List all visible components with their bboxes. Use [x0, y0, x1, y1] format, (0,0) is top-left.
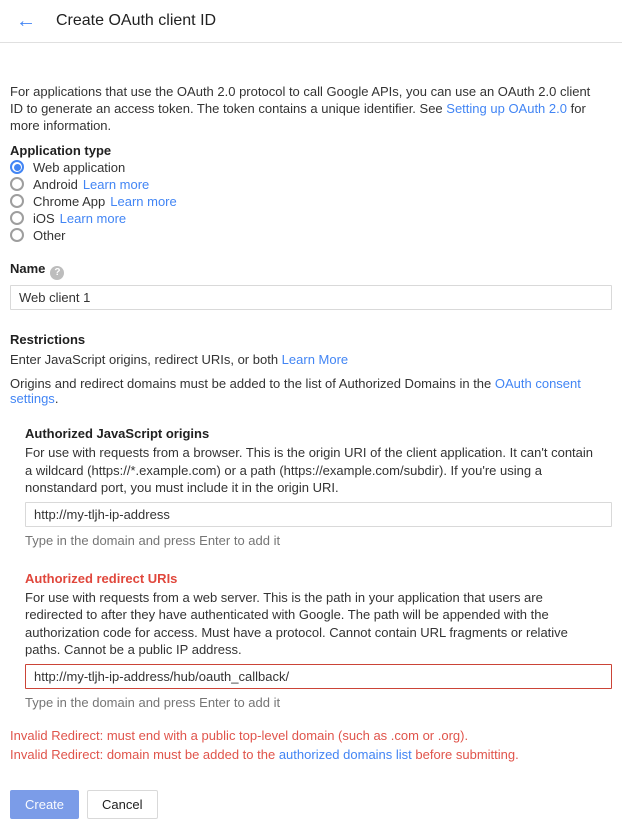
- radio-icon-android[interactable]: [10, 177, 24, 191]
- restrictions-heading: Restrictions: [10, 332, 86, 347]
- js-origins-helper-text: Type in the domain and press Enter to add it: [25, 532, 281, 548]
- intro-text-after: for more information.: [10, 101, 586, 133]
- authorized-js-origins-section: [25, 426, 612, 548]
- learn-more-link-chrome-app[interactable]: Learn more: [110, 193, 177, 209]
- radio-icon-chrome-app[interactable]: [10, 194, 24, 208]
- redirect-uris-description: For use with requests from a web server. This is the path in your application that users are redirected to after they have authenticated with Google. The path will be appended with the authorization code for access. Must have a protocol. Cannot contain URL fragments or relative paths. Cannot be a public IP address.: [25, 589, 568, 657]
- intro-paragraph: [10, 83, 602, 134]
- learn-more-link-android[interactable]: Learn more: [82, 176, 150, 192]
- restrictions-line1-text: Enter JavaScript origins, redirect URIs, or both: [10, 352, 282, 367]
- error-message-domain: [10, 745, 612, 764]
- radio-option-other[interactable]: [10, 227, 612, 243]
- oauth-consent-settings-link[interactable]: OAuth consent settings: [10, 376, 581, 406]
- redirect-uris-helper-text: Type in the domain and press Enter to add it: [25, 694, 281, 710]
- js-origins-input[interactable]: [25, 502, 612, 527]
- error-message-domain-text: Invalid Redirect: domain must be added to the: [10, 746, 279, 762]
- page-header: [0, 0, 622, 43]
- validation-errors: [10, 726, 612, 764]
- name-section: [10, 261, 612, 310]
- radio-label-android[interactable]: Android: [33, 176, 78, 192]
- radio-label-chrome-app[interactable]: Chrome App: [33, 193, 106, 209]
- page-title: Create OAuth client ID: [56, 12, 217, 29]
- restrictions-line1: [10, 352, 612, 367]
- name-input[interactable]: [10, 285, 612, 310]
- restrictions-line2: [10, 376, 612, 406]
- error-message-tld: Invalid Redirect: must end with a public top-level domain (such as .com or .org).: [10, 727, 469, 743]
- radio-option-web-application[interactable]: [10, 159, 612, 175]
- action-buttons: [10, 790, 612, 819]
- setting-up-oauth-link[interactable]: Setting up OAuth 2.0: [446, 101, 567, 116]
- radio-option-ios[interactable]: [10, 210, 612, 226]
- learn-more-link-ios[interactable]: Learn more: [59, 210, 127, 226]
- authorized-redirect-uris-section: [25, 571, 612, 710]
- authorized-domains-list-link[interactable]: authorized domains list: [278, 746, 412, 762]
- redirect-uris-input[interactable]: [25, 664, 612, 689]
- radio-icon-web-application[interactable]: [10, 160, 24, 174]
- radio-icon-other[interactable]: [10, 228, 24, 242]
- restrictions-section: [10, 332, 612, 406]
- application-type-label: Application type: [10, 143, 112, 158]
- error-message-domain-text-after: before submitting.: [411, 746, 519, 762]
- radio-label-ios[interactable]: iOS: [33, 210, 55, 226]
- radio-label-web-application[interactable]: Web application: [33, 159, 126, 175]
- name-label: Name: [10, 261, 46, 276]
- radio-label-other[interactable]: Other: [33, 227, 66, 243]
- learn-more-link-restrictions[interactable]: Learn More: [281, 352, 349, 367]
- restrictions-line2-text: Origins and redirect domains must be added to the list of Authorized Domains in the: [10, 376, 495, 391]
- back-arrow-icon[interactable]: ←: [16, 10, 36, 32]
- help-icon[interactable]: ?: [50, 266, 64, 280]
- radio-option-chrome-app[interactable]: [10, 193, 612, 209]
- intro-text: For applications that use the OAuth 2.0 protocol to call Google APIs, you can use an OAuth 2.0 client ID to generate an access token. The token contains a unique identifier. See: [10, 84, 591, 116]
- main-content: [0, 83, 622, 819]
- create-button[interactable]: Create: [10, 790, 79, 819]
- js-origins-heading: Authorized JavaScript origins: [25, 426, 210, 441]
- cancel-button[interactable]: Cancel: [87, 790, 157, 819]
- application-type-section: [10, 143, 612, 243]
- js-origins-description: For use with requests from a browser. This is the origin URI of the client application. It can't contain a wildcard (https://*.example.com) or a path (https://example.com/subdir). If you're using a nonstandard port, you must include it in the origin URI.: [25, 445, 594, 495]
- radio-option-android[interactable]: [10, 176, 612, 192]
- radio-icon-ios[interactable]: [10, 211, 24, 225]
- restrictions-line2-period: .: [54, 391, 59, 406]
- redirect-uris-heading: Authorized redirect URIs: [25, 570, 178, 586]
